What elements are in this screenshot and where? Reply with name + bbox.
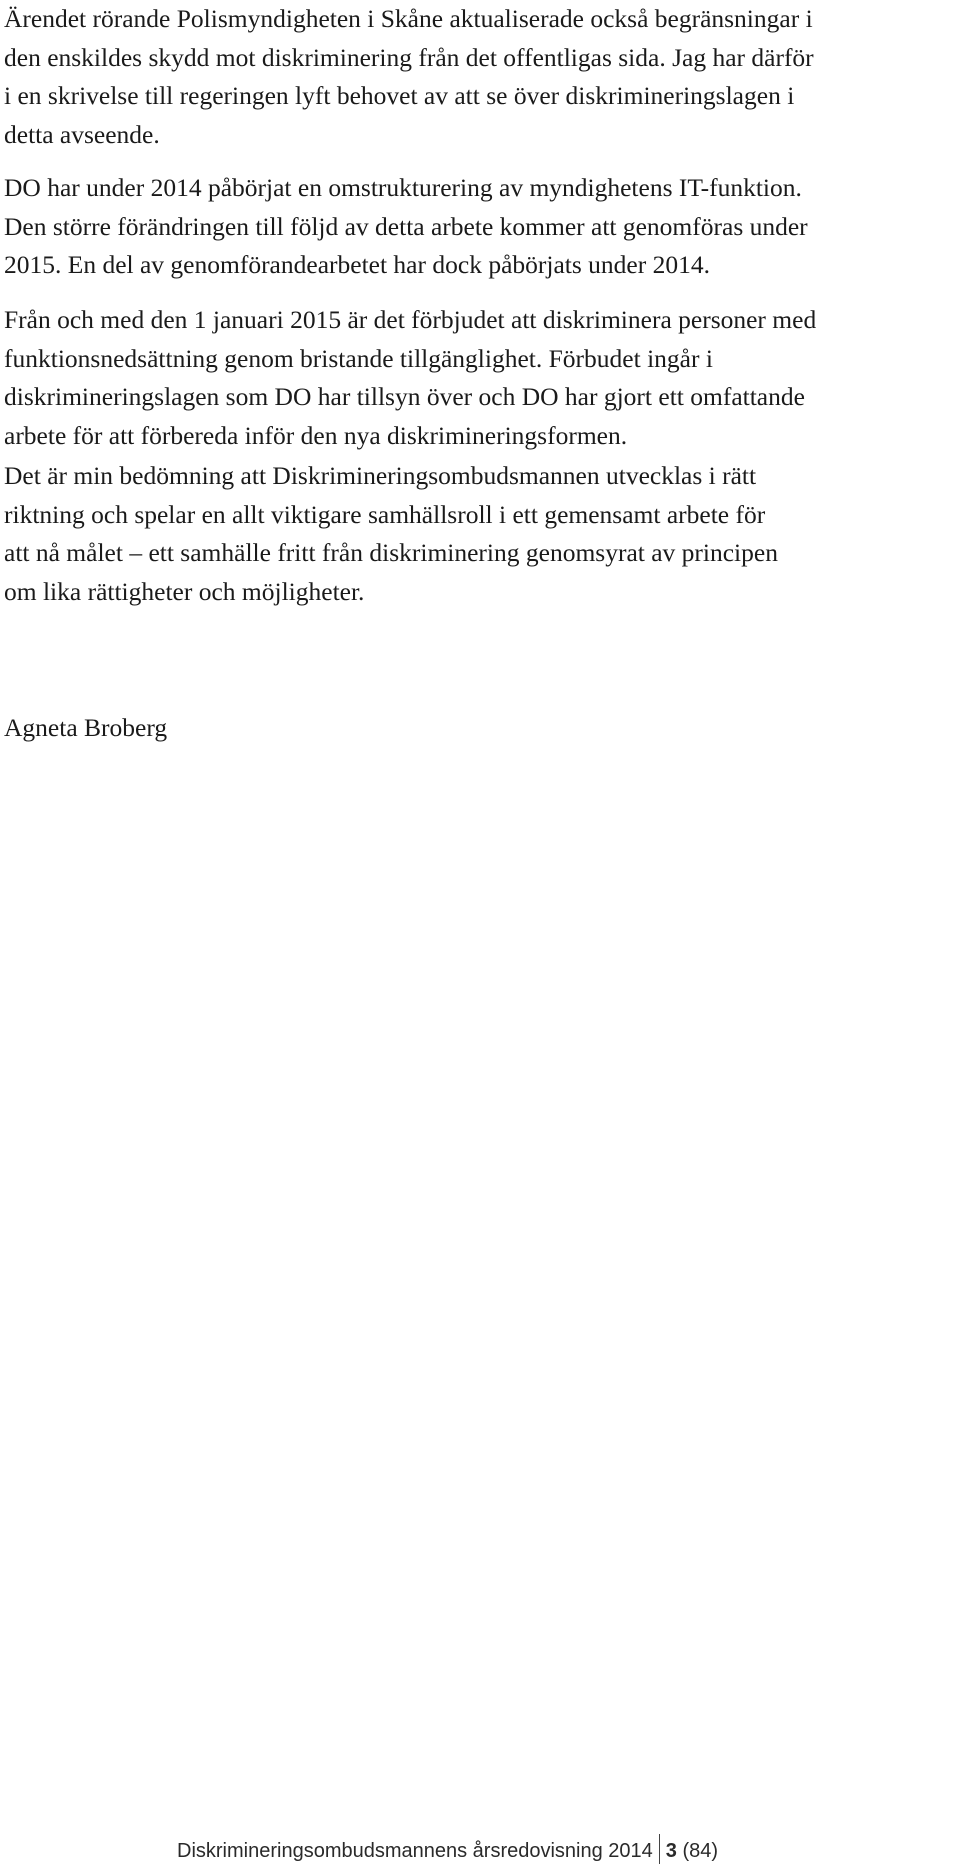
paragraph [4, 301, 816, 455]
paragraph [4, 0, 814, 154]
text-line: riktning och spelar en allt viktigare samhällsroll i ett gemensamt arbete för [4, 499, 766, 529]
text-line: Från och med den 1 januari 2015 är det förbjudet att diskriminera personer med [4, 305, 817, 334]
text-line: i en skrivelse till regeringen lyft behovet av att se över diskrimineringslagen i [4, 81, 795, 110]
page-number: 3 [665, 1840, 677, 1862]
text-line: arbete för att förbereda inför den nya diskrimineringsformen. [4, 420, 628, 450]
text-line: Det är min bedömning att Diskrimineringsombudsmannen utvecklas i rätt [4, 461, 757, 490]
text-line: 2015. En del av genomförandearbetet har dock påbörjats under 2014. [4, 250, 710, 279]
footer-divider [659, 1834, 660, 1864]
text-line: diskrimineringslagen som DO har tillsyn över och DO har gjort ett omfattande [4, 382, 805, 411]
text-line: detta avseende. [4, 119, 160, 149]
text-line: att nå målet – ett samhälle fritt från diskriminering genomsyrat av principen [4, 538, 778, 567]
paragraph [4, 457, 778, 611]
text-line: den enskildes skydd mot diskriminering från det offentligas sida. Jag har därför [4, 42, 814, 72]
text-line: om lika rättigheter och möjligheter. [4, 576, 365, 606]
text-line: funktionsnedsättning genom bristande tillgänglighet. Förbudet ingår i [4, 343, 713, 373]
paragraph [4, 169, 808, 285]
page-footer [177, 1834, 718, 1864]
text-line: Ärendet rörande Polismyndigheten i Skåne aktualiserade också begränsningar i [4, 4, 813, 33]
text-line: DO har under 2014 påbörjat en omstrukturering av myndighetens IT-funktion. [4, 173, 802, 202]
footer-title: Diskrimineringsombudsmannens årsredovisning 2014 [177, 1840, 653, 1862]
page-total: (84) [682, 1840, 719, 1862]
text-line: Den större förändringen till följd av detta arbete kommer att genomföras under [4, 211, 808, 241]
signature: Agneta Broberg [4, 713, 168, 742]
